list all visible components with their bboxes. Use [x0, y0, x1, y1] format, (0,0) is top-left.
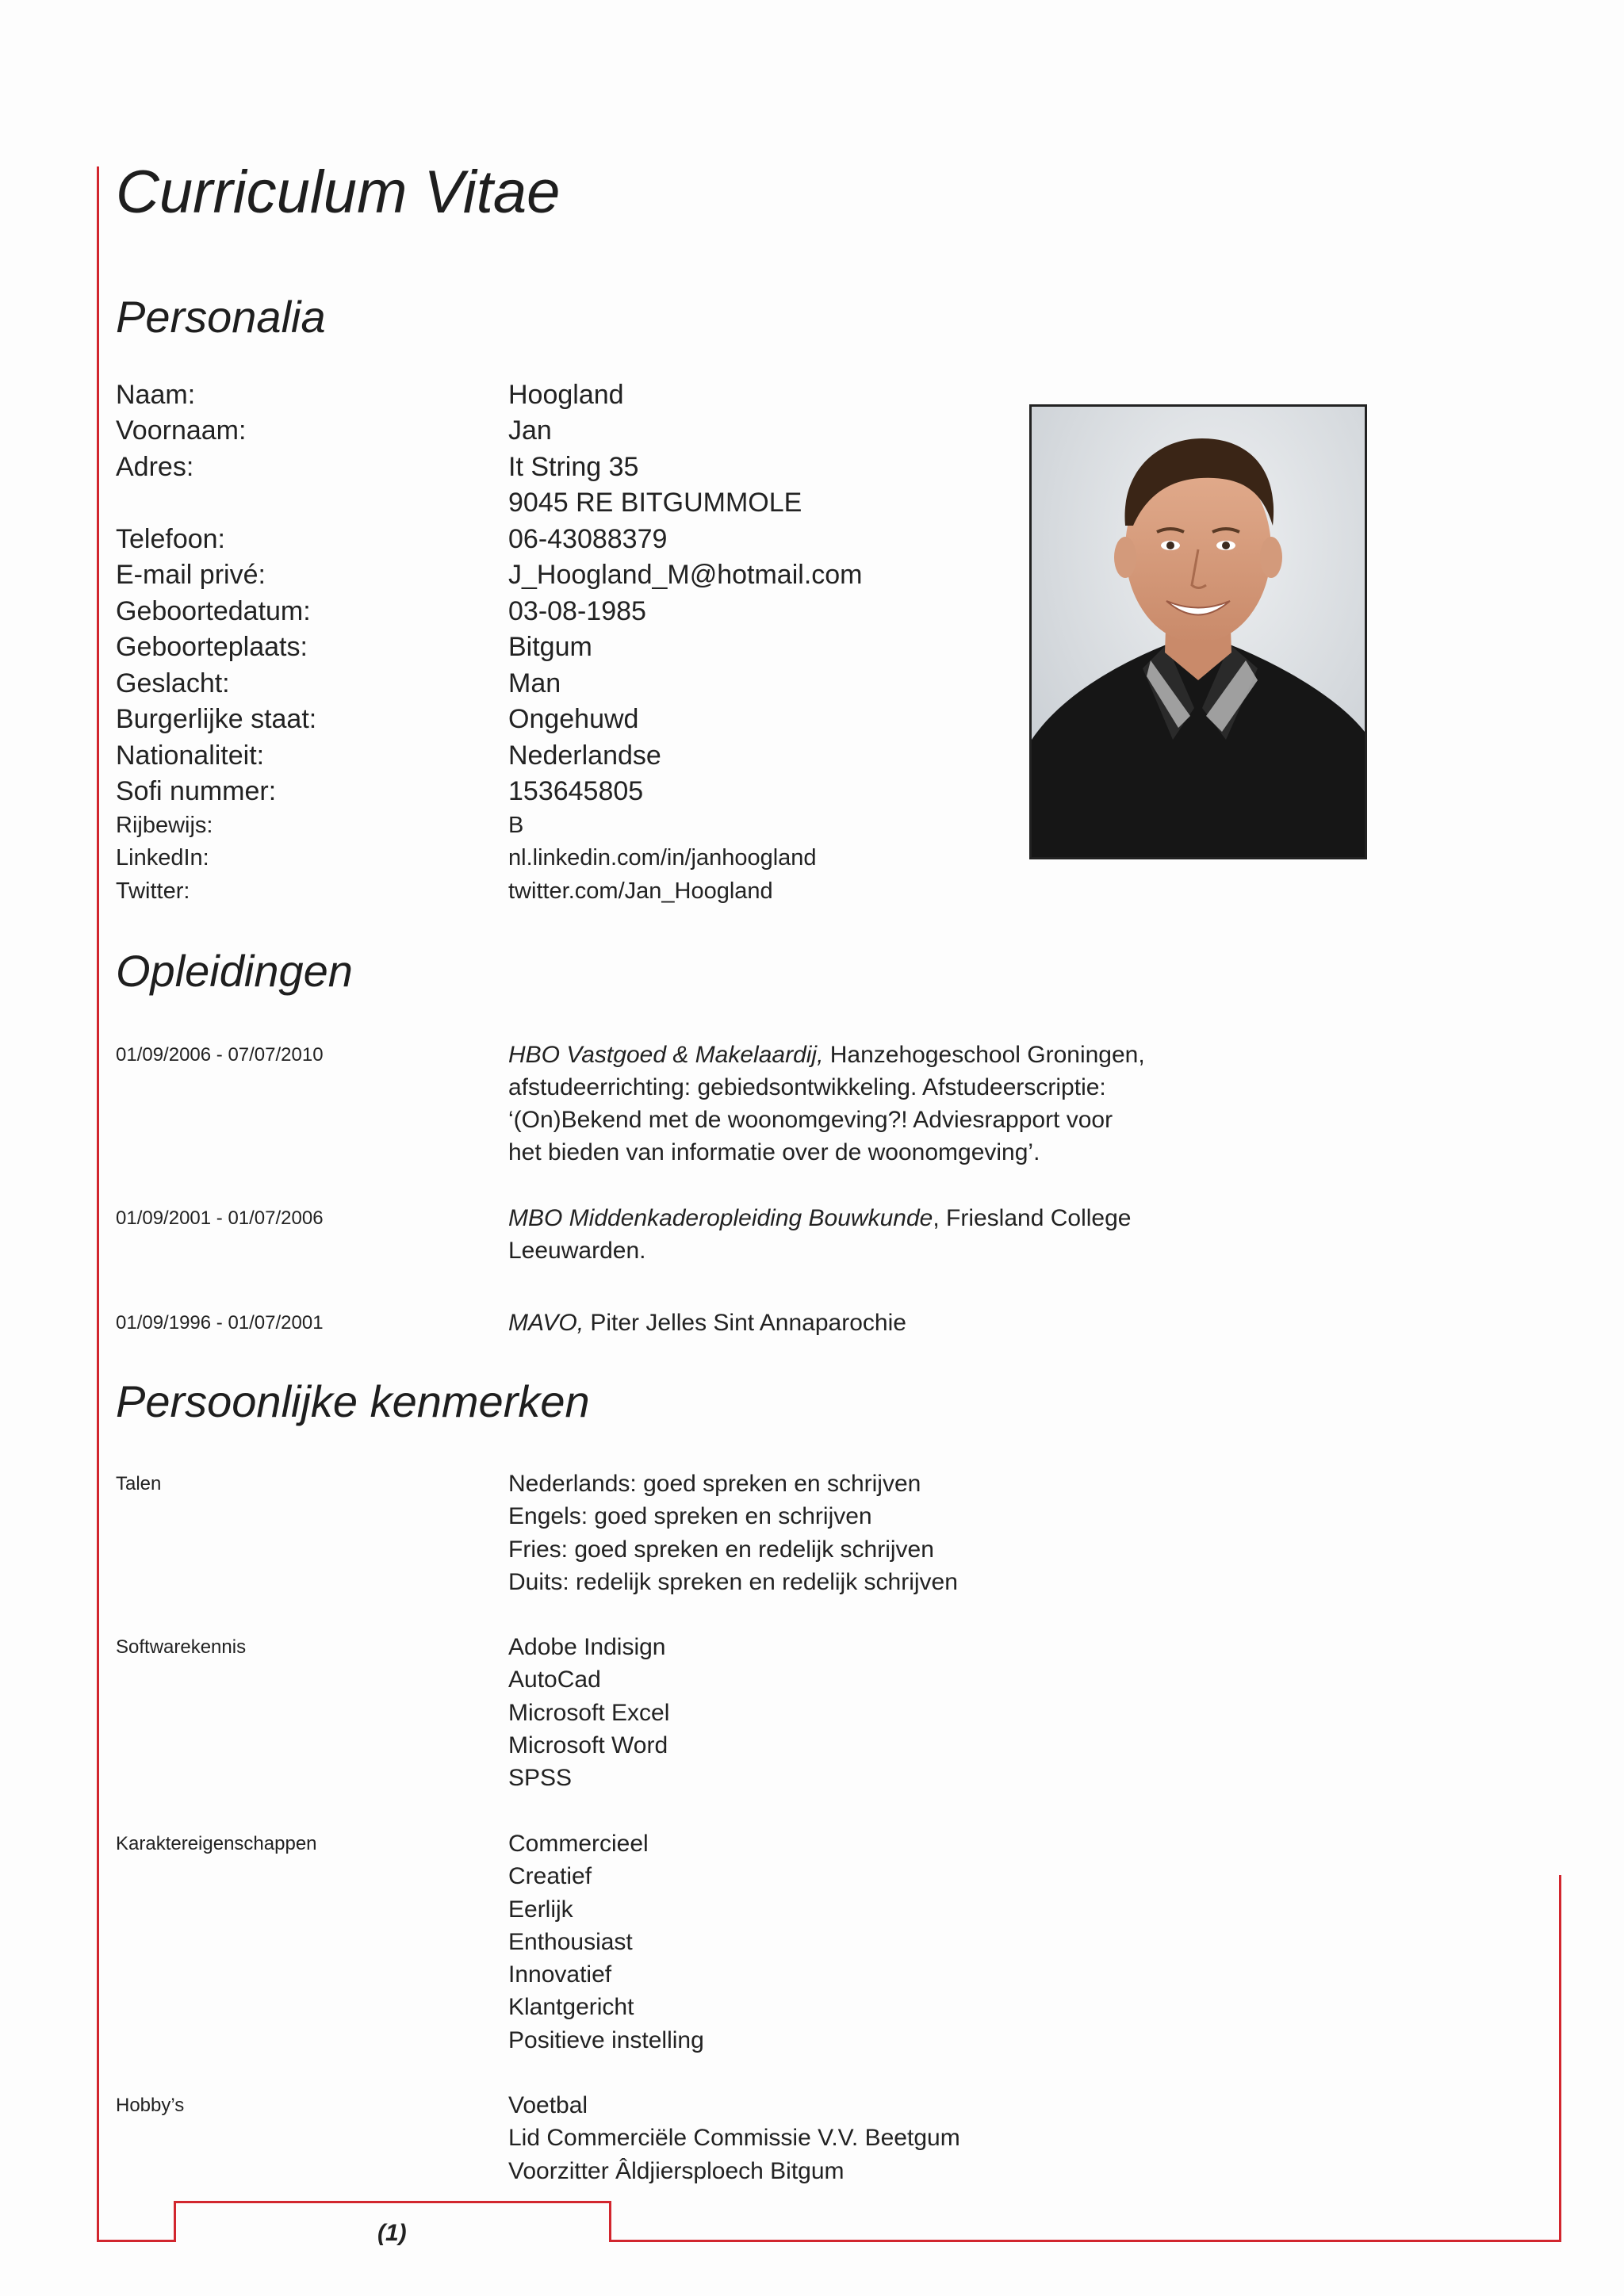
frame-bottom-line-left: [97, 2240, 176, 2242]
frame-tab-right-riser: [609, 2201, 611, 2242]
education-degree: MBO Middenkaderopleiding Bouwkunde: [508, 1205, 933, 1231]
personalia-label: Twitter:: [116, 878, 190, 904]
personalia-label: Adres:: [116, 452, 194, 482]
personalia-value: 9045 RE BITGUMMOLE: [508, 488, 802, 518]
personalia-label: Burgerlijke staat:: [116, 704, 317, 734]
section-heading-personalia: Personalia: [116, 292, 326, 342]
personalia-value: twitter.com/Jan_Hoogland: [508, 878, 773, 904]
list-item: Microsoft Word: [508, 1732, 668, 1758]
personalia-value: Ongehuwd: [508, 704, 639, 734]
frame-tab-left-riser: [174, 2201, 176, 2242]
personalia-value: 153645805: [508, 776, 644, 806]
personalia-label: Sofi nummer:: [116, 776, 277, 806]
education-detail-line: afstudeerrichting: gebiedsontwikkeling. Afstudeerscriptie:: [508, 1074, 1106, 1100]
kenmerken-label: Hobby’s: [116, 2095, 185, 2116]
personalia-label: Telefoon:: [116, 524, 225, 554]
section-heading-kenmerken: Persoonlijke kenmerken: [116, 1376, 590, 1426]
list-item: Klantgericht: [508, 1994, 634, 2021]
list-item: Fries: goed spreken en redelijk schrijven: [508, 1536, 934, 1563]
personalia-value: 03-08-1985: [508, 596, 646, 626]
document-title: Curriculum Vitae: [116, 159, 561, 226]
personalia-value: B: [508, 813, 524, 838]
personalia-label: Rijbewijs:: [116, 813, 213, 838]
list-item: Voorzitter Âldjiersploech Bitgum: [508, 2157, 845, 2184]
list-item: Positieve instelling: [508, 2026, 704, 2053]
personalia-value: Man: [508, 668, 561, 698]
list-item: Eerlijk: [508, 1896, 573, 1923]
personalia-label: LinkedIn:: [116, 845, 209, 871]
education-institution: , Friesland College: [933, 1205, 1132, 1231]
list-item: Enthousiast: [508, 1928, 633, 1955]
list-item: Duits: redelijk spreken en redelijk schrijven: [508, 1568, 958, 1595]
personalia-value: Nederlandse: [508, 740, 661, 771]
personalia-value: nl.linkedin.com/in/janhoogland: [508, 845, 817, 871]
kenmerken-list: [508, 1468, 958, 1598]
kenmerken-list: [508, 1631, 669, 1794]
list-item: SPSS: [508, 1765, 573, 1792]
education-description: [508, 1202, 1222, 1267]
education-description: [508, 1039, 1222, 1169]
list-item: Lid Commerciële Commissie V.V. Beetgum: [508, 2125, 960, 2152]
education-description: [508, 1307, 1222, 1339]
frame-right-line: [1559, 1875, 1561, 2242]
education-date: 01/09/2006 - 07/07/2010: [116, 1044, 324, 1066]
education-institution: Hanzehogeschool Groningen,: [823, 1042, 1145, 1068]
education-date: 01/09/1996 - 01/07/2001: [116, 1312, 324, 1334]
personalia-label: Naam:: [116, 380, 196, 410]
kenmerken-list: [508, 2089, 960, 2187]
personalia-value: J_Hoogland_M@hotmail.com: [508, 560, 863, 590]
education-institution: Piter Jelles Sint Annaparochie: [584, 1310, 906, 1336]
education-detail-line: ‘(On)Bekend met de woonomgeving?! Adviesrapport voor: [508, 1107, 1113, 1133]
section-heading-opleidingen: Opleidingen: [116, 946, 353, 996]
kenmerken-label: Talen: [116, 1473, 162, 1494]
list-item: Nederlands: goed spreken en schrijven: [508, 1471, 921, 1497]
personalia-label: Geboortedatum:: [116, 596, 311, 626]
list-item: Creatief: [508, 1863, 592, 1890]
frame-tab-top-line: [174, 2201, 611, 2203]
personalia-label: Geslacht:: [116, 668, 230, 698]
education-date: 01/09/2001 - 01/07/2006: [116, 1207, 324, 1229]
education-degree: MAVO,: [508, 1310, 584, 1336]
list-item: AutoCad: [508, 1667, 601, 1693]
personalia-label: E-mail privé:: [116, 560, 266, 590]
portrait-illustration: [1032, 407, 1365, 857]
personalia-label: Nationaliteit:: [116, 740, 265, 771]
education-detail-line: het bieden van informatie over de woonomgeving’.: [508, 1139, 1040, 1165]
personalia-label: Voornaam:: [116, 415, 247, 446]
frame-left-line: [97, 166, 99, 2242]
personalia-value: It String 35: [508, 452, 639, 482]
kenmerken-list: [508, 1827, 704, 2057]
list-item: Innovatief: [508, 1961, 612, 1988]
education-detail-line: Leeuwarden.: [508, 1238, 646, 1264]
frame-bottom-line-right: [609, 2240, 1561, 2242]
personalia-value: Jan: [508, 415, 552, 446]
list-item: Engels: goed spreken en schrijven: [508, 1503, 872, 1530]
kenmerken-label: Softwarekennis: [116, 1636, 247, 1658]
personalia-value: Bitgum: [508, 632, 592, 662]
education-degree: HBO Vastgoed & Makelaardij,: [508, 1042, 824, 1068]
personalia-value: Hoogland: [508, 380, 624, 410]
list-item: Voetbal: [508, 2092, 588, 2118]
list-item: Adobe Indisign: [508, 1634, 666, 1660]
kenmerken-label: Karaktereigenschappen: [116, 1833, 317, 1854]
page-number: (1): [377, 2220, 407, 2246]
personalia-value: 06-43088379: [508, 524, 668, 554]
personalia-label: Geboorteplaats:: [116, 632, 308, 662]
portrait-photo: [1029, 404, 1367, 859]
list-item: Commercieel: [508, 1831, 649, 1857]
list-item: Microsoft Excel: [508, 1699, 670, 1726]
